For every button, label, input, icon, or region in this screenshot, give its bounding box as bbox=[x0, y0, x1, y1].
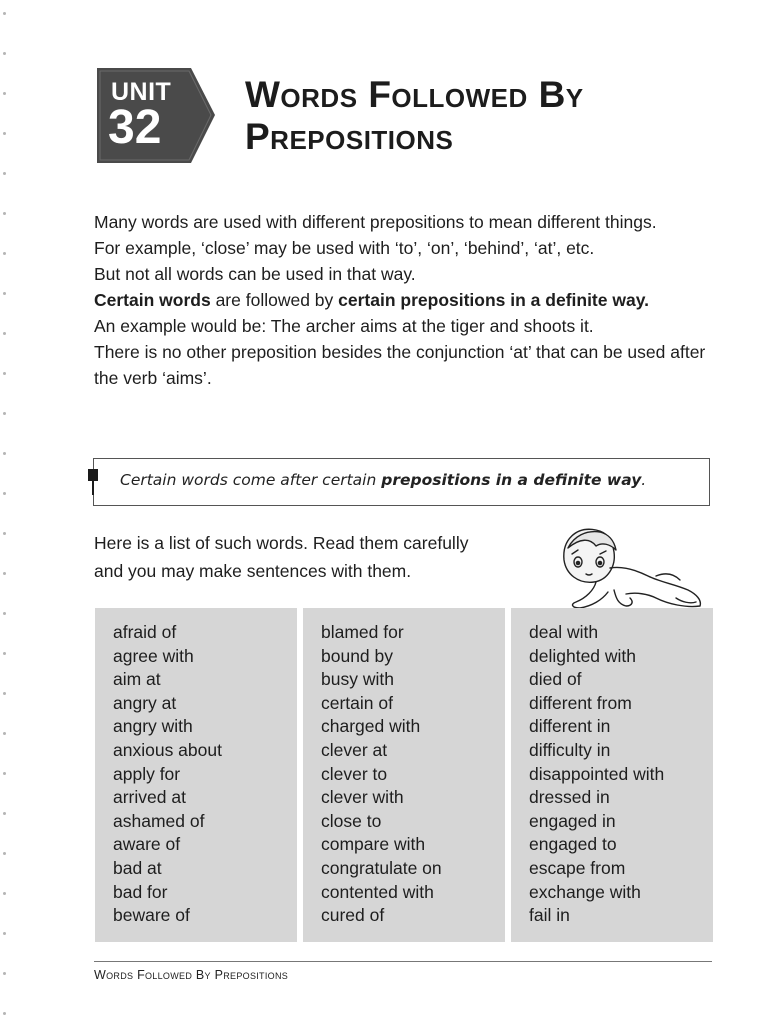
page-hole bbox=[3, 452, 6, 455]
word-item: angry with bbox=[113, 716, 193, 737]
callout-bold: prepositions in a definite way bbox=[381, 471, 642, 489]
word-item: engaged to bbox=[529, 834, 617, 855]
word-item: escape from bbox=[529, 857, 626, 878]
word-item: different from bbox=[529, 692, 632, 713]
word-item: charged with bbox=[321, 716, 421, 737]
word-item: apply for bbox=[113, 763, 181, 784]
list-intro-line-2: and you may make sentences with them. bbox=[94, 561, 412, 581]
intro-paragraph-2: For example, ‘close’ may be used with ‘to’, ‘on’, ‘behind’, ‘at’, etc. bbox=[94, 238, 595, 258]
word-item: agree with bbox=[113, 645, 194, 666]
page-hole bbox=[3, 212, 6, 215]
intro-paragraph-6: There is no other preposition besides the conjunction ‘at’ that can be used after the verb ‘aims’. bbox=[94, 342, 706, 388]
list-intro-line-1: Here is a list of such words. Read them carefully bbox=[94, 533, 469, 553]
unit-number: 32 bbox=[108, 101, 162, 154]
page-hole bbox=[3, 812, 6, 815]
word-item: exchange with bbox=[529, 881, 641, 902]
page-hole bbox=[3, 972, 6, 975]
word-item: busy with bbox=[321, 669, 394, 690]
callout-box bbox=[93, 458, 710, 506]
word-item: afraid of bbox=[113, 622, 177, 642]
list-intro bbox=[94, 529, 564, 585]
page-hole bbox=[3, 252, 6, 255]
intro-text bbox=[94, 209, 724, 391]
page-hole bbox=[3, 172, 6, 175]
callout-start: Certain words come after certain bbox=[120, 471, 382, 489]
page-hole bbox=[3, 372, 6, 375]
word-item: bad for bbox=[113, 881, 168, 902]
word-item: aware of bbox=[113, 834, 181, 855]
page-hole bbox=[3, 572, 6, 575]
intro-bold-2: certain prepositions in a definite way. bbox=[338, 290, 649, 310]
word-item: cured of bbox=[321, 905, 385, 926]
page-hole bbox=[3, 412, 6, 415]
callout-text bbox=[120, 471, 646, 489]
unit-label: UNIT bbox=[111, 78, 172, 106]
page-hole bbox=[3, 12, 6, 15]
page-hole bbox=[3, 732, 6, 735]
page-hole bbox=[3, 532, 6, 535]
footer-title: Words Followed By Prepositions bbox=[94, 968, 289, 982]
word-item: certain of bbox=[321, 692, 393, 713]
word-preposition-table bbox=[95, 608, 713, 942]
page-hole bbox=[3, 52, 6, 55]
word-item: deal with bbox=[529, 622, 599, 642]
intro-mid: are followed by bbox=[210, 290, 339, 310]
crawling-child-icon bbox=[556, 518, 706, 612]
page-hole bbox=[3, 92, 6, 95]
word-item: arrived at bbox=[113, 787, 186, 808]
intro-paragraph-5: An example would be: The archer aims at the tiger and shoots it. bbox=[94, 316, 594, 336]
intro-paragraph-4 bbox=[94, 287, 724, 313]
intro-paragraph-1: Many words are used with different prepositions to mean different things. bbox=[94, 212, 657, 232]
page-hole bbox=[3, 852, 6, 855]
word-item: different in bbox=[529, 716, 611, 737]
page-hole bbox=[3, 1012, 6, 1015]
word-item: died of bbox=[529, 669, 582, 690]
page-hole bbox=[3, 332, 6, 335]
page-hole bbox=[3, 492, 6, 495]
word-item: blamed for bbox=[321, 622, 404, 642]
page-title bbox=[245, 74, 725, 158]
word-item: angry at bbox=[113, 692, 177, 713]
word-item: delighted with bbox=[529, 645, 637, 666]
unit-badge bbox=[97, 68, 215, 163]
word-item: beware of bbox=[113, 905, 190, 926]
word-item: dressed in bbox=[529, 787, 610, 808]
word-item: bound by bbox=[321, 645, 394, 666]
word-item: contented with bbox=[321, 881, 434, 902]
word-item: bad at bbox=[113, 857, 162, 878]
word-item: clever to bbox=[321, 763, 388, 784]
page-edge-holes bbox=[0, 0, 12, 1024]
word-item: ashamed of bbox=[113, 810, 205, 831]
word-item: engaged in bbox=[529, 810, 616, 831]
word-column-1 bbox=[95, 608, 297, 942]
page-hole bbox=[3, 692, 6, 695]
word-item: difficulty in bbox=[529, 739, 611, 760]
word-item: anxious about bbox=[113, 739, 222, 760]
page-hole bbox=[3, 772, 6, 775]
word-item: close to bbox=[321, 810, 382, 831]
word-item: congratulate on bbox=[321, 857, 442, 878]
title-line-2: Prepositions bbox=[245, 116, 454, 157]
page-hole bbox=[3, 612, 6, 615]
word-item: disappointed with bbox=[529, 763, 665, 784]
word-item: clever at bbox=[321, 739, 388, 760]
page-hole bbox=[3, 652, 6, 655]
word-column-2 bbox=[303, 608, 505, 942]
word-item: fail in bbox=[529, 905, 570, 926]
word-item: compare with bbox=[321, 834, 426, 855]
callout-marker-icon bbox=[88, 469, 98, 481]
intro-bold-1: Certain words bbox=[94, 290, 211, 310]
page-hole bbox=[3, 132, 6, 135]
page-hole bbox=[3, 892, 6, 895]
word-item: aim at bbox=[113, 669, 161, 690]
word-item: clever with bbox=[321, 787, 404, 808]
page-hole bbox=[3, 932, 6, 935]
footer-divider bbox=[94, 961, 712, 962]
page-hole bbox=[3, 292, 6, 295]
word-column-3 bbox=[511, 608, 713, 942]
title-line-1: Words Followed By bbox=[245, 74, 584, 115]
callout-end: . bbox=[641, 471, 647, 489]
intro-paragraph-3: But not all words can be used in that way. bbox=[94, 264, 416, 284]
